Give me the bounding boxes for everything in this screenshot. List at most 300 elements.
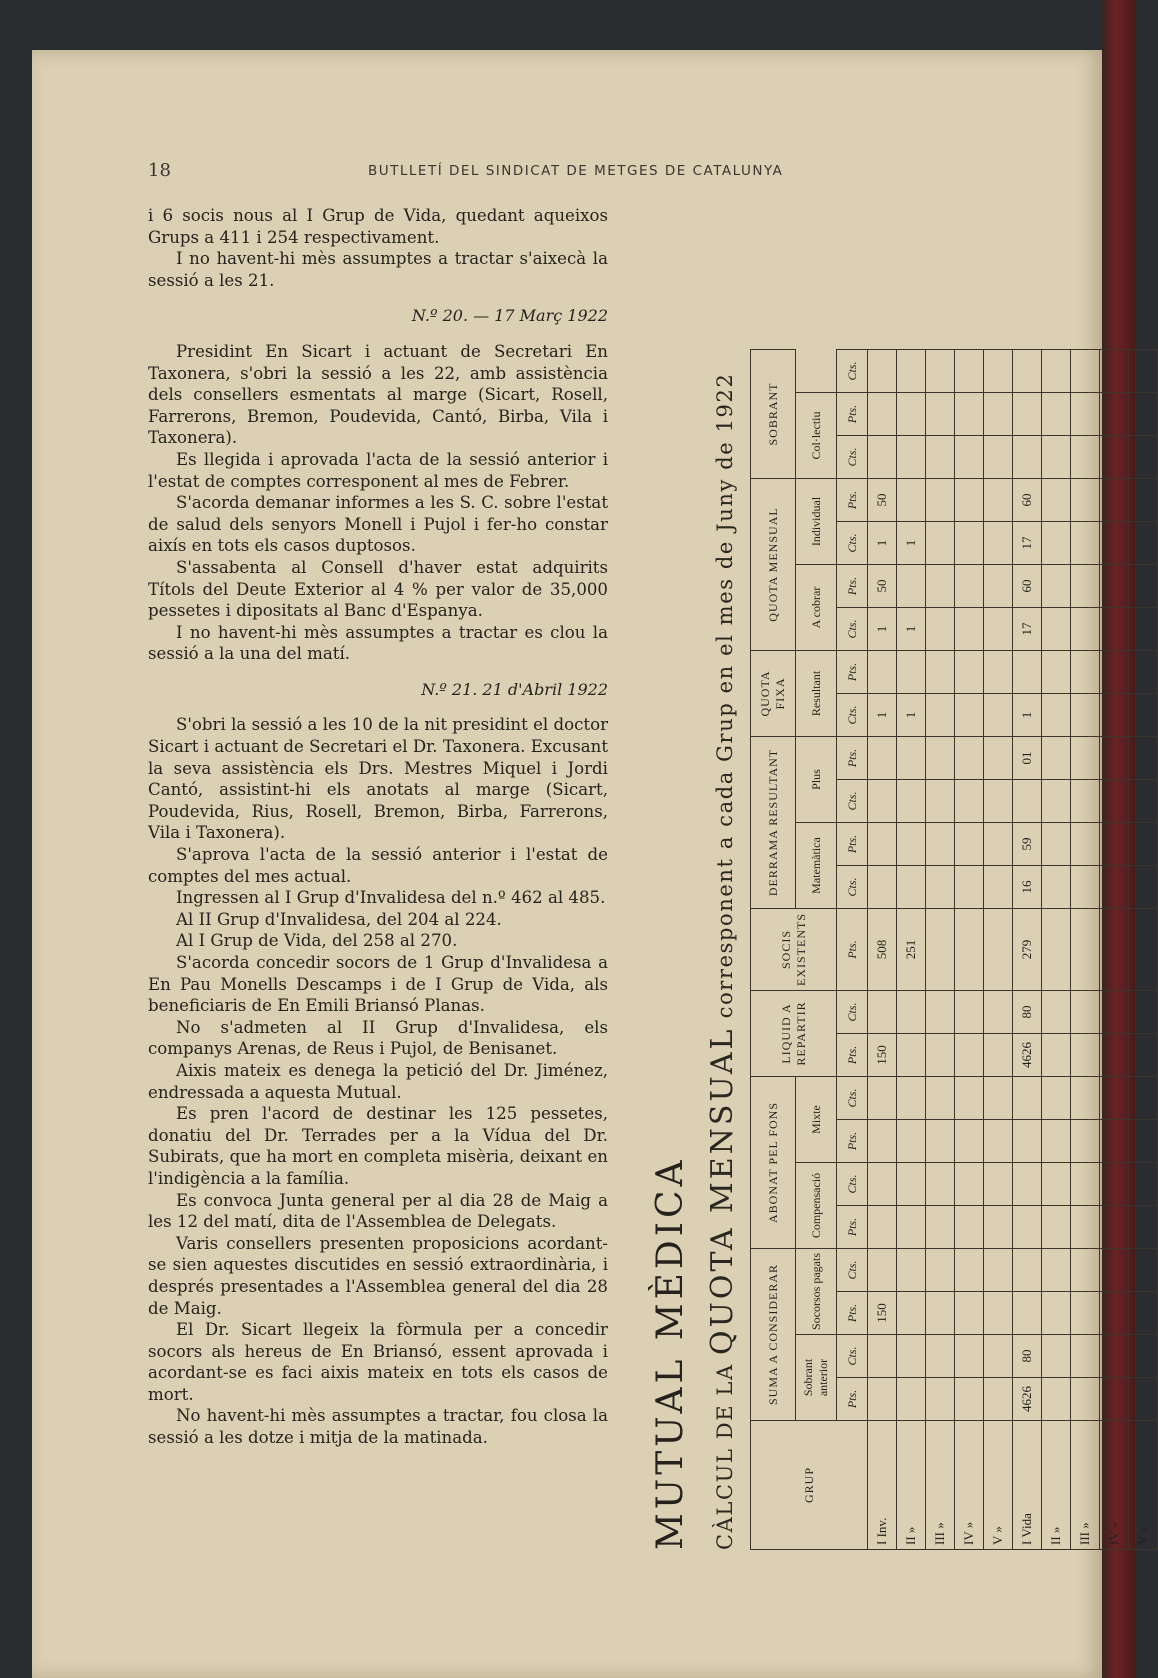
value-cell (1071, 651, 1100, 694)
sub-header: Compensació (796, 1163, 837, 1249)
value-cell (1100, 909, 1129, 991)
sub-header: Plus (796, 737, 837, 823)
value-cell (984, 866, 1013, 909)
quota-table-body (751, 350, 1158, 1550)
value-cell (955, 866, 984, 909)
value-cell (1071, 436, 1100, 479)
value-cell (1100, 737, 1129, 780)
value-cell (1100, 393, 1129, 436)
group-label: IV » (955, 1421, 984, 1550)
unit-header: Cts. (837, 436, 868, 479)
value-cell (984, 436, 1013, 479)
value-cell (1042, 737, 1071, 780)
value-cell (868, 1163, 897, 1206)
value-cell: 1 (868, 522, 897, 565)
value-cell (955, 823, 984, 866)
value-cell (926, 1120, 955, 1163)
value-cell: 279 (1013, 909, 1042, 991)
value-cell (868, 1120, 897, 1163)
value-cell (1071, 694, 1100, 737)
unit-header: Pts. (837, 909, 868, 991)
value-cell (897, 350, 926, 393)
table-title: MUTUAL MÈDICA (650, 1156, 691, 1550)
value-cell (1071, 780, 1100, 823)
sub-header: Mixte (796, 1077, 837, 1163)
value-cell (897, 1292, 926, 1335)
unit-header: Pts. (837, 1120, 868, 1163)
value-cell (897, 737, 926, 780)
unit-header: Pts. (837, 651, 868, 694)
value-cell (897, 1163, 926, 1206)
unit-header: Cts. (837, 866, 868, 909)
value-cell (897, 823, 926, 866)
value-cell (868, 1249, 897, 1292)
value-cell (984, 608, 1013, 651)
value-cell (868, 991, 897, 1034)
value-cell (1042, 1034, 1071, 1077)
value-cell: 508 (868, 909, 897, 991)
value-cell (1071, 1206, 1100, 1249)
subtitle-emphasis: QUOTA MENSUAL (705, 1026, 740, 1355)
value-cell (1042, 1206, 1071, 1249)
unit-header: Cts. (837, 780, 868, 823)
value-cell (897, 1034, 926, 1077)
value-cell (1100, 694, 1129, 737)
value-cell (1129, 522, 1158, 565)
value-cell (1013, 780, 1042, 823)
value-cell: 4626 (1013, 1034, 1042, 1077)
value-cell (897, 1335, 926, 1378)
unit-header: Cts. (837, 522, 868, 565)
value-cell (955, 1034, 984, 1077)
value-cell (1100, 350, 1129, 393)
value-cell (1100, 1120, 1129, 1163)
sub-header: Sobrant anterior (796, 1335, 837, 1421)
value-cell (1129, 436, 1158, 479)
value-cell: 01 (1013, 737, 1042, 780)
paragraph: S'aprova l'acta de la sessió anterior i l'estat de comptes del mes actual. (148, 845, 608, 886)
unit-header: Pts. (837, 1034, 868, 1077)
value-cell (1071, 522, 1100, 565)
value-cell (1071, 1335, 1100, 1378)
value-cell (1071, 1034, 1100, 1077)
value-cell (984, 651, 1013, 694)
value-cell (1042, 1378, 1071, 1421)
value-cell (955, 909, 984, 991)
group-header: SOBRANT (751, 350, 796, 479)
value-cell (1071, 350, 1100, 393)
value-cell (1042, 479, 1071, 522)
value-cell (1042, 350, 1071, 393)
table-row (868, 350, 897, 1550)
group-header: SOCIS EXISTENTS (751, 909, 837, 991)
value-cell (1042, 436, 1071, 479)
value-cell (1013, 1120, 1042, 1163)
unit-header: Pts. (837, 565, 868, 608)
value-cell (1129, 1077, 1158, 1120)
table-row (926, 350, 955, 1550)
value-cell (1129, 991, 1158, 1034)
value-cell (1042, 1292, 1071, 1335)
value-cell (926, 737, 955, 780)
value-cell (1129, 565, 1158, 608)
value-cell (926, 350, 955, 393)
value-cell (1100, 479, 1129, 522)
value-cell (1129, 1206, 1158, 1249)
unit-header: Pts. (837, 1378, 868, 1421)
value-cell (926, 991, 955, 1034)
value-cell: 80 (1013, 1335, 1042, 1378)
value-cell (955, 694, 984, 737)
value-cell (1129, 1249, 1158, 1292)
unit-header: Pts. (837, 393, 868, 436)
value-cell (1042, 565, 1071, 608)
value-cell (984, 522, 1013, 565)
value-cell (1100, 1249, 1129, 1292)
value-cell (1129, 694, 1158, 737)
value-cell (926, 866, 955, 909)
value-cell (1042, 608, 1071, 651)
sub-header: Resultant (796, 651, 837, 737)
value-cell (984, 694, 1013, 737)
value-cell (897, 565, 926, 608)
group-label: IV » (1100, 1421, 1129, 1550)
value-cell (897, 436, 926, 479)
value-cell (1100, 608, 1129, 651)
session-heading: N.º 20. — 17 Març 1922 (411, 306, 608, 326)
value-cell (955, 1206, 984, 1249)
unit-header: Pts. (837, 1292, 868, 1335)
value-cell (1100, 823, 1129, 866)
value-cell (984, 1206, 1013, 1249)
sub-header: Individual (796, 479, 837, 565)
value-cell (926, 909, 955, 991)
value-cell (897, 651, 926, 694)
value-cell (1013, 1292, 1042, 1335)
value-cell (1129, 479, 1158, 522)
value-cell (1042, 909, 1071, 991)
group-label: I Vida (1013, 1421, 1042, 1550)
group-label: III » (926, 1421, 955, 1550)
value-cell (1071, 737, 1100, 780)
value-cell: 251 (897, 909, 926, 991)
value-cell (1129, 651, 1158, 694)
value-cell (926, 1077, 955, 1120)
value-cell: 60 (1013, 479, 1042, 522)
value-cell (897, 393, 926, 436)
subtitle-part: corresponent a cada Grup en el mes de Juny de 1922 (713, 372, 737, 1019)
paragraph: S'obri la sessió a les 10 de la nit presidint el doctor Sicart i actuant de Secretari el Dr. Taxonera. Excusant la seva assistència els Drs. Mestres Miquel i Jordi Cantó, assistint-hi els anotats al marge (Sicart, Poudevida, Rius, Rosell, Bremon, Birba, Farrerons, Vila i Taxonera). (148, 715, 608, 843)
value-cell (984, 780, 1013, 823)
value-cell (1129, 823, 1158, 866)
value-cell (897, 1120, 926, 1163)
value-cell (1100, 436, 1129, 479)
value-cell (1071, 1163, 1100, 1206)
value-cell (897, 1249, 926, 1292)
table-row (1071, 350, 1100, 1550)
value-cell: 1 (897, 522, 926, 565)
value-cell (1100, 522, 1129, 565)
value-cell (1100, 1206, 1129, 1249)
value-cell (955, 991, 984, 1034)
paragraph: No s'admeten al II Grup d'Invalidesa, els companys Arenas, de Reus i Pujol, de Benisanet. (148, 1017, 608, 1059)
value-cell: 1 (897, 694, 926, 737)
paragraph: S'acorda concedir socors de 1 Grup d'Invalidesa a En Pau Monells Descamps i de I Grup de Vida, als beneficiaris de En Emili Briansó Planas. (148, 953, 608, 1016)
value-cell (868, 1077, 897, 1120)
value-cell: 17 (1013, 608, 1042, 651)
sub-header: Col·lectiu (796, 393, 837, 479)
value-cell (926, 608, 955, 651)
value-cell (1013, 350, 1042, 393)
group-header: ABONAT PEL FONS (751, 1077, 796, 1249)
unit-header-row (837, 350, 868, 1550)
value-cell (984, 909, 1013, 991)
value-cell (868, 350, 897, 393)
value-cell (1129, 1120, 1158, 1163)
value-cell (984, 393, 1013, 436)
value-cell (955, 780, 984, 823)
value-cell (955, 1378, 984, 1421)
value-cell (984, 350, 1013, 393)
value-cell (955, 737, 984, 780)
value-cell (955, 1163, 984, 1206)
value-cell (1013, 1249, 1042, 1292)
value-cell (1129, 780, 1158, 823)
group-header: SUMA A CONSIDERAR (751, 1249, 796, 1421)
value-cell (926, 1378, 955, 1421)
value-cell: 4626 (1013, 1378, 1042, 1421)
value-cell (868, 436, 897, 479)
paragraph: I no havent-hi mès assumptes a tractar s'aixecà la sessió a les 21. (148, 249, 608, 290)
value-cell (1129, 350, 1158, 393)
value-cell (926, 694, 955, 737)
value-cell (984, 1249, 1013, 1292)
page-number: 18 (148, 160, 171, 181)
value-cell (1100, 866, 1129, 909)
value-cell (1042, 694, 1071, 737)
value-cell (868, 866, 897, 909)
running-title: BUTLLETÍ DEL SINDICAT DE METGES DE CATALUNYA (368, 163, 784, 179)
quota-table (750, 349, 1158, 1550)
value-cell (984, 1292, 1013, 1335)
paragraph: No havent-hi mès assumptes a tractar, fou closa la sessió a les dotze i mitja de la matinada. (148, 1406, 608, 1448)
value-cell (926, 1292, 955, 1335)
unit-header: Cts. (837, 1077, 868, 1120)
text-column (148, 205, 608, 1449)
group-header: QUOTA FIXA (751, 651, 796, 737)
value-cell (897, 866, 926, 909)
value-cell (897, 479, 926, 522)
value-cell (868, 780, 897, 823)
value-cell (926, 1034, 955, 1077)
value-cell (926, 823, 955, 866)
value-cell (984, 565, 1013, 608)
value-cell (1071, 1378, 1100, 1421)
table-row (955, 350, 984, 1550)
value-cell (955, 651, 984, 694)
unit-header: Cts. (837, 694, 868, 737)
value-cell: 60 (1013, 565, 1042, 608)
value-cell (868, 1206, 897, 1249)
value-cell (1100, 991, 1129, 1034)
value-cell (1100, 1378, 1129, 1421)
value-cell (1129, 1292, 1158, 1335)
value-cell (1013, 1206, 1042, 1249)
value-cell (1100, 651, 1129, 694)
value-cell (926, 565, 955, 608)
value-cell (926, 651, 955, 694)
value-cell (1042, 991, 1071, 1034)
value-cell (955, 479, 984, 522)
value-cell (955, 350, 984, 393)
table-row (1042, 350, 1071, 1550)
table-row (1013, 350, 1042, 1550)
value-cell (1071, 823, 1100, 866)
sub-header: A cobrar (796, 565, 837, 651)
value-cell (1129, 909, 1158, 991)
value-cell (955, 565, 984, 608)
value-cell (1042, 1163, 1071, 1206)
value-cell (1013, 651, 1042, 694)
value-cell (984, 1077, 1013, 1120)
value-cell: 16 (1013, 866, 1042, 909)
value-cell (868, 823, 897, 866)
paragraph: Es llegida i aprovada l'acta de la sessió anterior i l'estat de comptes corresponent al mes de Febrer. (148, 449, 608, 491)
value-cell (955, 608, 984, 651)
value-cell (926, 393, 955, 436)
group-header: GRUP (751, 1421, 868, 1550)
value-cell (1042, 651, 1071, 694)
value-cell: 17 (1013, 522, 1042, 565)
paragraph: Es convoca Junta general per al dia 28 de Maig a les 12 del matí, dita de l'Assemblea de Delegats. (148, 1190, 608, 1232)
value-cell (1042, 1077, 1071, 1120)
value-cell (1100, 1077, 1129, 1120)
unit-header: Pts. (837, 823, 868, 866)
value-cell (984, 1120, 1013, 1163)
value-cell (955, 1249, 984, 1292)
value-cell (1071, 608, 1100, 651)
value-cell (1129, 866, 1158, 909)
value-cell (1042, 522, 1071, 565)
value-cell: 1 (868, 608, 897, 651)
paragraph: El Dr. Sicart llegeix la fòrmula per a concedir socors als hereus de En Briansó, essent aprovada i acordant-se es faci aixis mateix en tots els casos de mort. (148, 1320, 608, 1404)
value-cell (1042, 1335, 1071, 1378)
value-cell: 1 (1013, 694, 1042, 737)
paragraph: S'acorda demanar informes a les S. C. sobre l'estat de salud dels senyors Monell i Pujol i fer-ho constar aixís en tots els casos duptosos. (148, 493, 608, 556)
value-cell (1100, 565, 1129, 608)
value-cell (926, 1163, 955, 1206)
value-cell (1071, 565, 1100, 608)
table-row (1100, 350, 1129, 1550)
value-cell (1129, 393, 1158, 436)
unit-header: Pts. (837, 1206, 868, 1249)
value-cell (1013, 1077, 1042, 1120)
table-row (897, 350, 926, 1550)
group-header-row (751, 350, 796, 1550)
value-cell: 1 (897, 608, 926, 651)
value-cell (897, 780, 926, 823)
unit-header: Cts. (837, 608, 868, 651)
group-header: QUOTA MENSUAL (751, 479, 796, 651)
value-cell (1100, 1163, 1129, 1206)
value-cell (1100, 1034, 1129, 1077)
group-label: II » (1042, 1421, 1071, 1550)
unit-header: Cts. (837, 991, 868, 1034)
value-cell (926, 1249, 955, 1292)
value-cell (926, 780, 955, 823)
value-cell (1013, 1163, 1042, 1206)
value-cell (1071, 1120, 1100, 1163)
paragraph: i 6 socis nous al I Grup de Vida, quedant aqueixos Grups a 411 i 254 respectivament. (148, 206, 608, 247)
group-label: III » (1071, 1421, 1100, 1550)
value-cell (984, 1163, 1013, 1206)
value-cell (1071, 991, 1100, 1034)
unit-header: Pts. (837, 737, 868, 780)
value-cell (1100, 780, 1129, 823)
paragraph: Presidint En Sicart i actuant de Secretari En Taxonera, s'obri la sessió a les 22, amb assistència dels consellers esmentats al marge (Sicart, Rosell, Farrerons, Bremon, Poudevida, Cantó, Birba, Vila i Taxonera). (148, 341, 608, 448)
paragraph: S'assabenta al Consell d'haver estat adquirits Títols del Deute Exterior al 4 % per valor de 35,000 pessetes i dipositats al Banc d'Espanya. (148, 557, 608, 621)
sub-header: Socorsos pagats (796, 1249, 837, 1335)
value-cell (897, 1206, 926, 1249)
value-cell (984, 991, 1013, 1034)
value-cell (1129, 1335, 1158, 1378)
paragraph: Ingressen al I Grup d'Invalidesa del n.º 462 al 485. (176, 888, 606, 908)
value-cell: 150 (868, 1034, 897, 1077)
unit-header: Cts. (837, 1249, 868, 1292)
value-cell (955, 522, 984, 565)
value-cell: 1 (868, 694, 897, 737)
value-cell (868, 393, 897, 436)
value-cell (984, 823, 1013, 866)
value-cell: 59 (1013, 823, 1042, 866)
value-cell (1042, 866, 1071, 909)
table-row (1129, 350, 1158, 1550)
value-cell (1071, 1077, 1100, 1120)
value-cell (1129, 1034, 1158, 1077)
value-cell (1071, 866, 1100, 909)
value-cell (1129, 1163, 1158, 1206)
value-cell (1013, 436, 1042, 479)
value-cell (868, 737, 897, 780)
value-cell (1071, 1249, 1100, 1292)
value-cell (955, 436, 984, 479)
unit-header: Cts. (837, 1163, 868, 1206)
value-cell: 80 (1013, 991, 1042, 1034)
paragraph: Al I Grup de Vida, del 258 al 270. (176, 931, 458, 951)
value-cell (897, 1378, 926, 1421)
value-cell (1042, 393, 1071, 436)
value-cell (984, 479, 1013, 522)
value-cell (926, 436, 955, 479)
group-header: DERRAMA RESULTANT (751, 737, 796, 909)
value-cell (897, 1077, 926, 1120)
value-cell (1129, 737, 1158, 780)
value-cell (1100, 1335, 1129, 1378)
value-cell (984, 1335, 1013, 1378)
value-cell: 50 (868, 565, 897, 608)
value-cell (1100, 1292, 1129, 1335)
group-label: II » (897, 1421, 926, 1550)
value-cell (926, 479, 955, 522)
value-cell: 150 (868, 1292, 897, 1335)
value-cell (955, 1077, 984, 1120)
unit-header: Cts. (837, 350, 868, 393)
rotated-table-block (650, 150, 1150, 1550)
value-cell (1071, 479, 1100, 522)
value-cell (926, 522, 955, 565)
value-cell (1042, 823, 1071, 866)
paragraph: Al II Grup d'Invalidesa, del 204 al 224. (176, 909, 502, 929)
